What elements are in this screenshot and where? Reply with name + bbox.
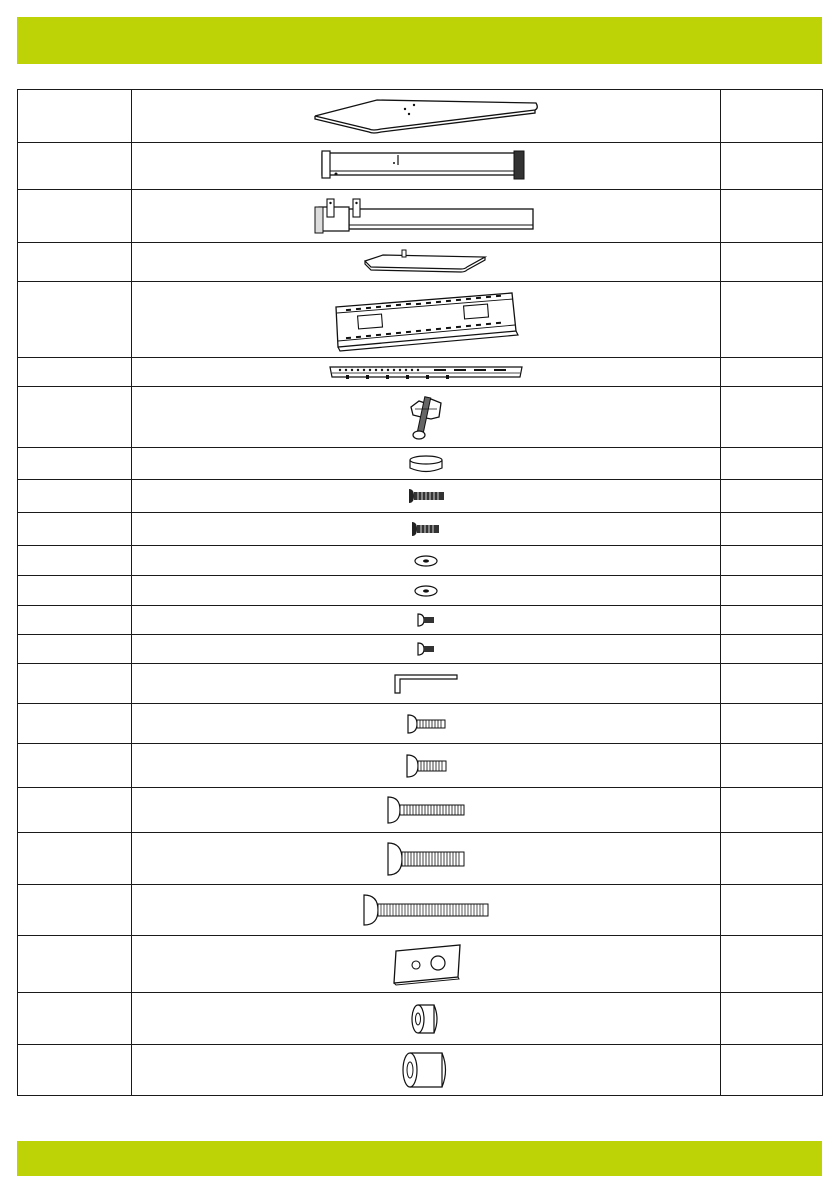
part-ref <box>18 936 132 993</box>
part-ref <box>18 387 132 448</box>
part-ref <box>18 358 132 387</box>
table-row <box>18 606 823 635</box>
part-ref <box>18 143 132 190</box>
part-qty <box>721 480 823 513</box>
table-row <box>18 513 823 546</box>
part-qty <box>721 936 823 993</box>
m6-bolt-icon <box>384 795 468 825</box>
table-row <box>18 190 823 243</box>
part-ref <box>18 885 132 936</box>
table-row <box>18 1045 823 1096</box>
table-row <box>18 243 823 282</box>
part-qty <box>721 833 823 885</box>
part-ref <box>18 243 132 282</box>
long-spacer-icon <box>400 1049 452 1091</box>
table-row <box>18 993 823 1045</box>
part-ref <box>18 282 132 358</box>
m8-bolt-icon <box>384 841 468 877</box>
tiny-screw-icon <box>414 641 438 657</box>
table-row <box>18 480 823 513</box>
mounting-plate-icon <box>386 941 466 987</box>
part-ref <box>18 833 132 885</box>
part-qty <box>721 243 823 282</box>
part-qty <box>721 704 823 744</box>
part-qty <box>721 190 823 243</box>
table-row <box>18 358 823 387</box>
part-qty <box>721 143 823 190</box>
table-row <box>18 664 823 704</box>
part-ref <box>18 993 132 1045</box>
short-spacer-icon <box>408 999 444 1039</box>
part-qty <box>721 546 823 576</box>
part-ref <box>18 90 132 143</box>
part-qty <box>721 993 823 1045</box>
table-row <box>18 282 823 358</box>
part-qty <box>721 90 823 143</box>
table-row <box>18 635 823 664</box>
allen-key-icon <box>391 671 461 697</box>
washer-icon <box>411 553 441 569</box>
tiny-screw-icon <box>414 612 438 628</box>
long-black-screw-icon <box>405 487 447 505</box>
slotted-rail-icon <box>326 361 526 383</box>
part-ref <box>18 190 132 243</box>
table-row <box>18 387 823 448</box>
part-ref <box>18 513 132 546</box>
part-ref <box>18 635 132 664</box>
table-row <box>18 833 823 885</box>
table-row <box>18 143 823 190</box>
part-ref <box>18 704 132 744</box>
ring-spacer-icon <box>406 453 446 475</box>
top-glass-shelf-icon <box>311 96 541 136</box>
m8-long-bolt-icon <box>360 893 492 927</box>
header-band <box>17 17 822 64</box>
part-ref <box>18 1045 132 1096</box>
part-qty <box>721 744 823 788</box>
part-qty <box>721 635 823 664</box>
part-qty <box>721 448 823 480</box>
table-row <box>18 546 823 576</box>
small-shelf-icon <box>361 247 491 277</box>
m4-bolt-icon <box>404 712 448 736</box>
part-qty <box>721 885 823 936</box>
part-qty <box>721 664 823 704</box>
part-ref <box>18 664 132 704</box>
lower-column-with-bracket-icon <box>311 195 541 237</box>
part-ref <box>18 744 132 788</box>
part-qty <box>721 282 823 358</box>
table-row <box>18 744 823 788</box>
short-black-screw-icon <box>409 520 443 538</box>
part-ref <box>18 606 132 635</box>
parts-list-table <box>17 89 823 1096</box>
m5-bolt-icon <box>403 752 449 780</box>
part-qty <box>721 576 823 606</box>
part-qty <box>721 387 823 448</box>
upper-column-icon <box>318 147 534 185</box>
table-row <box>18 885 823 936</box>
part-qty <box>721 513 823 546</box>
shelf-clamp-bolt-icon <box>401 391 451 443</box>
table-row <box>18 576 823 606</box>
footer-band <box>17 1141 822 1176</box>
table-row <box>18 936 823 993</box>
part-ref <box>18 480 132 513</box>
part-qty <box>721 358 823 387</box>
table-row <box>18 90 823 143</box>
table-row <box>18 788 823 833</box>
part-ref <box>18 576 132 606</box>
part-qty <box>721 1045 823 1096</box>
washer-icon <box>411 583 441 599</box>
table-row <box>18 704 823 744</box>
table-row <box>18 448 823 480</box>
part-ref <box>18 788 132 833</box>
part-qty <box>721 606 823 635</box>
part-ref <box>18 448 132 480</box>
part-qty <box>721 788 823 833</box>
tv-wall-plate-icon <box>328 285 524 355</box>
part-ref <box>18 546 132 576</box>
